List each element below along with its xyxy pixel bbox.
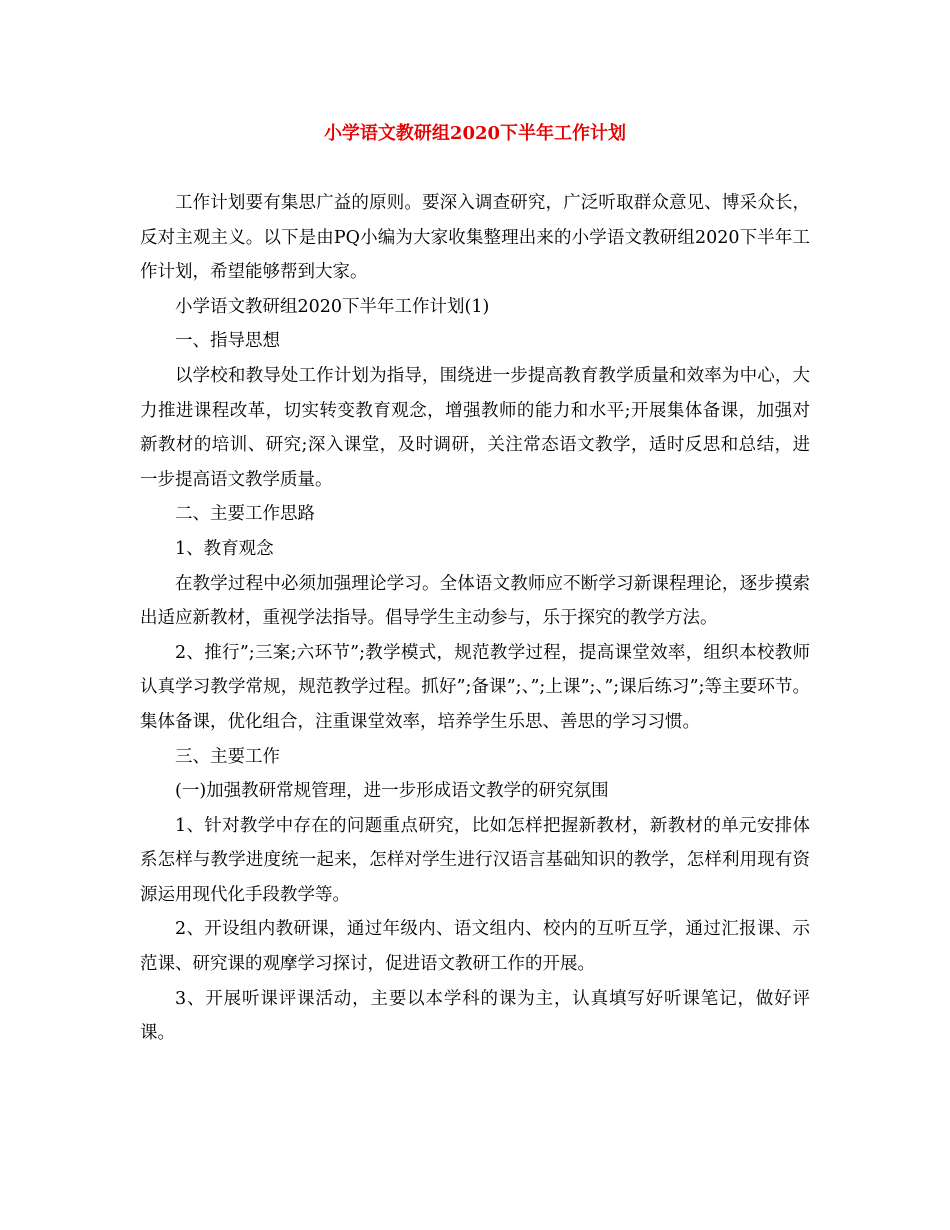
document-title: 小学语文教研组2020下半年工作计划 bbox=[323, 123, 627, 144]
paragraph-lesson-observation: 3、开展听课评课活动，主要以本学科的课为主，认真填写好听课笔记，做好评课。 bbox=[140, 988, 810, 1044]
paragraph-research-lessons: 2、开设组内教研课，通过年级内、语文组内、校内的互听互学，通过汇报课、示范课、研究课的观摩学习探讨，促进语文教研工作的开展。 bbox=[140, 919, 810, 975]
paragraph-intro: 工作计划要有集思广益的原则。要深入调查研究，广泛听取群众意见、博采众长，反对主观主义。以下是由PQ小编为大家收集整理出来的小学语文教研组2020下半年工作计划，希望能够帮到大家。 bbox=[140, 193, 810, 283]
subheading-education-concept: 1、教育观念 bbox=[175, 538, 274, 559]
section-heading-guiding-ideology: 一、指导思想 bbox=[175, 331, 280, 352]
section-heading-main-work: 三、主要工作 bbox=[175, 746, 280, 767]
document-body bbox=[140, 186, 810, 1051]
paragraph-guiding-ideology: 以学校和教导处工作计划为指导，围绕进一步提高教育教学质量和效率为中心，大力推进课程改革，切实转变教育观念，增强教师的能力和水平;开展集体备课，加强对新教材的培训、研究;深入课堂，及时调研，关注常态语文教学，适时反思和总结，进一步提高语文教学质量。 bbox=[140, 365, 810, 490]
paragraph-education-concept: 在教学过程中必须加强理论学习。全体语文教师应不断学习新课程理论，逐步摸索出适应新教材，重视学法指导。倡导学生主动参与，乐于探究的教学方法。 bbox=[140, 573, 810, 629]
subheading-teaching-research: (一)加强教研常规管理，进一步形成语文教学的研究氛围 bbox=[175, 781, 609, 802]
paragraph-teaching-mode: 2、推行”;三案;六环节”;教学模式，规范教学过程，提高课堂效率，组织本校教师认真学习教学常规，规范教学过程。抓好”;备课”;、”;上课”;、”;课后练习”;等主要环节。集体备课，优化组合，注重课堂效率，培养学生乐思、善思的学习习惯。 bbox=[140, 642, 810, 732]
section-heading-main-ideas: 二、主要工作思路 bbox=[175, 504, 315, 525]
paragraph-research-problems: 1、针对教学中存在的问题重点研究，比如怎样把握新教材，新教材的单元安排体系怎样与教学进度统一起来，怎样对学生进行汉语言基础知识的教学，怎样利用现有资源运用现代化手段教学等。 bbox=[140, 815, 810, 905]
paragraph-plan-heading: 小学语文教研组2020下半年工作计划(1) bbox=[175, 296, 490, 317]
